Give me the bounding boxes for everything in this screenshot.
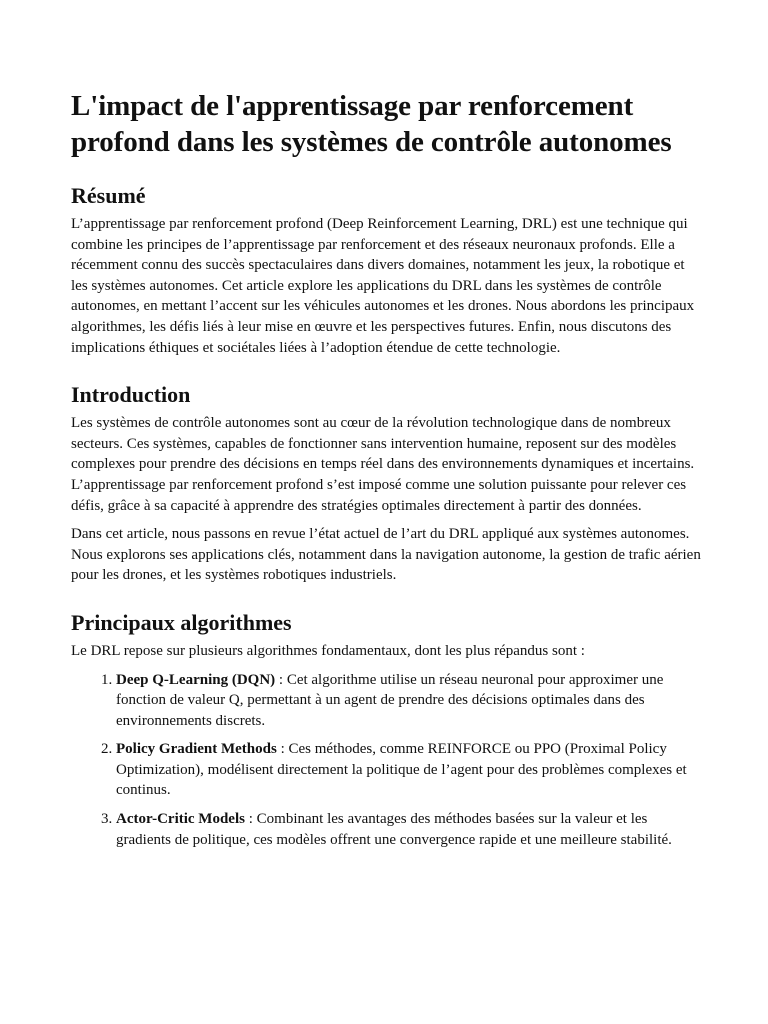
list-item-term: Policy Gradient Methods xyxy=(116,741,277,758)
algorithms-section xyxy=(71,609,701,850)
list-item-desc: : Ces méthodes, comme REINFORCE ou PPO (Proximal Policy Optimization), modélisent directement la politique de l’agent pour des problèmes complexes et continus. xyxy=(116,741,687,799)
list-item-term: Actor-Critic Models xyxy=(116,811,245,828)
algorithms-list xyxy=(71,670,701,851)
algorithms-heading: Principaux algorithmes xyxy=(71,609,292,635)
list-item-term: Deep Q-Learning (DQN) xyxy=(116,671,276,688)
algorithms-intro: Le DRL repose sur plusieurs algorithmes fondamentaux, dont les plus répandus sont : xyxy=(71,642,585,659)
list-item xyxy=(116,809,701,850)
introduction-paragraph: Dans cet article, nous passons en revue l’état actuel de l’art du DRL appliqué aux systèmes autonomes. Nous explorons ses applications clés, notamment dans la navigation autonome, la gestion de trafic aérien pour les drones, et les systèmes robotiques industriels. xyxy=(71,526,701,584)
list-item xyxy=(116,670,701,732)
introduction-section xyxy=(71,381,701,586)
paper-title: L'impact de l'apprentissage par renforcement profond dans les systèmes de contrôle autonomes xyxy=(71,90,672,158)
introduction-heading: Introduction xyxy=(71,382,191,408)
introduction-paragraph: Les systèmes de contrôle autonomes sont au cœur de la révolution technologique dans de nombreux secteurs. Ces systèmes, capables de fonctionner sans intervention humaine, reposent sur des modèles complexes pour prendre des décisions en temps réel dans des environnements dynamiques et incertains. L’apprentissage par renforcement profond s’est imposé comme une solution puissante pour relever ces défis, grâce à sa capacité à apprendre des stratégies optimales directement à partir des données. xyxy=(71,415,695,514)
abstract-section xyxy=(71,182,701,358)
list-item-desc: : Cet algorithme utilise un réseau neuronal pour approximer une fonction de valeur Q, permettant à un agent de prendre des décisions optimales dans des environnements discrets. xyxy=(116,671,664,729)
list-item xyxy=(116,739,701,801)
document-page xyxy=(71,88,701,858)
abstract-text: L’apprentissage par renforcement profond (Deep Reinforcement Learning, DRL) est une technique qui combine les principes de l’apprentissage par renforcement et des réseaux neuronaux profonds. Elle a récemment connu des succès spectaculaires dans divers domaines, notamment les jeux, la robotique et les systèmes autonomes. Cet article explore les applications du DRL dans les systèmes de contrôle autonomes, en mettant l’accent sur les véhicules autonomes et les drones. Nous abordons les principaux algorithmes, les défis liés à leur mise en œuvre et les perspectives futures. Enfin, nous discutons des implications éthiques et sociétales liées à l’adoption étendue de cette technologie. xyxy=(71,216,695,356)
abstract-heading: Résumé xyxy=(71,183,146,208)
list-item-desc: : Combinant les avantages des méthodes basées sur la valeur et les gradients de politique, ces modèles offrent une convergence rapide et une meilleure stabilité. xyxy=(116,811,672,848)
